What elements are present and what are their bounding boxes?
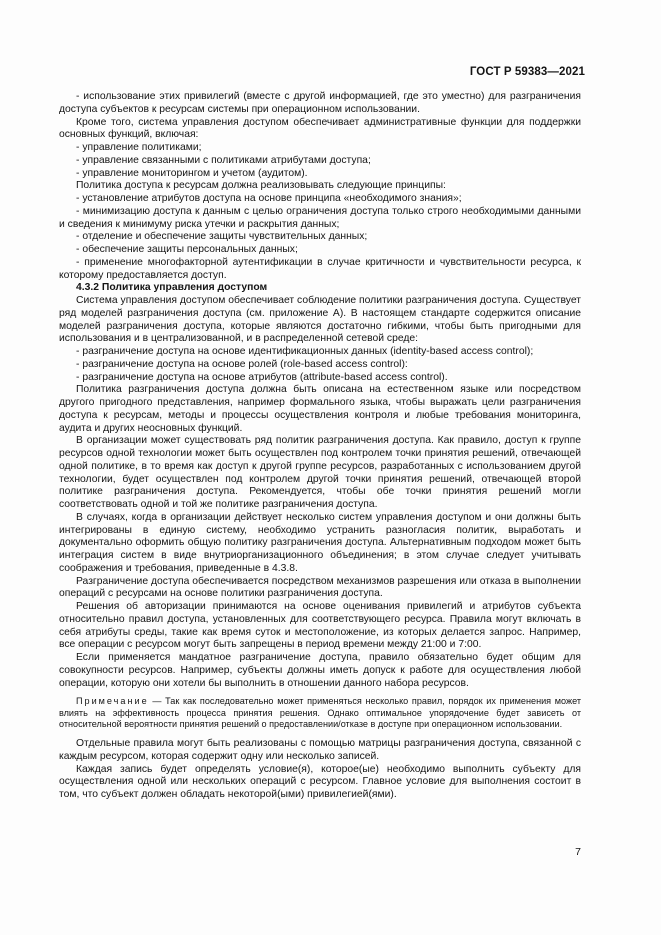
paragraph: Если применяется мандатное разграничение доступа, правило обязательно будет общим для совокупности ресурсов. Например, субъекты должны иметь допуск к работе для осуществления любой операции, которую они хотели бы выполнить в отношении данного набора ресурсов. (59, 652, 581, 689)
list-item: - отделение и обеспечение защиты чувствительных данных; (76, 231, 368, 243)
paragraph: В организации может существовать ряд политик разграничения доступа. Как правило, доступ к группе ресурсов одной технологии может быть осуществлен под контролем точки принятия решений, отвечающей одной политике, в то время как доступ к другой группе ресурсов, разработанных с использованием другой технологии, будет осуществлен под контролем другой точки принятия решений, отвечающей второй политике разграничения доступа. Рекомендуется, чтобы обе точки принятия решений могли соответствовать одной и той же политике разграничения доступа. (59, 435, 581, 510)
list-item: - установление атрибутов доступа на основе принципа «необходимого знания»; (76, 193, 462, 204)
note-text: — Так как последовательно может применяться несколько правил, порядок их применения может влиять на эффективность процесса принятия решения. Однако оптимальное упорядочение будет зависеть от относительной вероятности принятия решений о предоставлении/отказе в доступе при операционном использовании. (59, 696, 581, 730)
paragraph: Решения об авторизации принимаются на основе оценивания привилегий и атрибутов субъекта относительно правил доступа, установленных для соответствующего ресурса. Правила могут включать в себя атрибуты среды, такие как время суток и местоположение, из которых делается запрос. Например, все операции с ресурсом могут быть запрещены в период времени между 21:00 и 7:00. (59, 601, 581, 651)
standard-header: ГОСТ Р 59383—2021 (469, 66, 585, 78)
list-item: - разграничение доступа на основе идентификационных данных (identity-based access control); (76, 346, 534, 357)
paragraph: Разграничение доступа обеспечивается посредством механизмов разрешения или отказа в выполнении операций с ресурсами на основе политики разграничения доступа. (59, 575, 581, 600)
list-item: - управление мониторингом и учетом (аудитом). (76, 167, 308, 179)
list-item: - управление связанными с политиками атрибутами доступа; (76, 154, 371, 166)
document-body (59, 91, 581, 802)
paragraph: Политика разграничения доступа должна быть описана на естественном языке или посредством другого пригодного представления, например формального языка, чтобы выражать цели разграничения доступа к ресурсам, методы и процессы осуществления контроля и любые требования мониторинга, аудита и других неосновных функций. (59, 384, 581, 434)
list-item: - обеспечение защиты персональных данных; (76, 244, 298, 255)
note-paragraph (59, 696, 581, 731)
list-item: - применение многофакторной аутентификации в случае критичности и чувствительности ресурса, к которому предоставляется доступ. (59, 256, 581, 281)
list-item: - разграничение доступа на основе ролей (role-based access control): (76, 358, 408, 370)
paragraph: В случаях, когда в организации действует несколько систем управления доступом и они должны быть интегрированы в единую систему, необходимо устранить разногласия политик, выработать и документально оформить общую политику разграничения доступа. Альтернативным подходом может быть интеграция систем в виде внутриорганизационного объединения; в этом случае следует учитывать соображения и требования, приведенные в 4.3.8. (59, 511, 581, 574)
list-item: - разграничение доступа на основе атрибутов (attribute-based access control). (76, 371, 448, 383)
note-label: Примечание (76, 696, 149, 707)
page-number: 7 (575, 846, 581, 858)
paragraph: Отдельные правила могут быть реализованы с помощью матрицы разграничения доступа, связанной с каждым ресурсом, которая содержит одну или несколько записей. (59, 738, 581, 762)
paragraph: Система управления доступом обеспечивает соблюдение политики разграничения доступа. Существует ряд моделей разграничения доступа (см. приложение А). В настоящем стандарте содержится описание моделей разграничения доступа, которые являются достаточно гибкими, чтобы быть пригодными для использования и в централизованной, и в распределенной сетевой среде: (59, 295, 581, 345)
paragraph: - использование этих привилегий (вместе с другой информацией, где это уместно) для разграничения доступа субъектов к ресурсам системы при операционном использовании. (59, 91, 581, 115)
list-item: - управление политиками; (76, 142, 202, 153)
paragraph: Каждая запись будет определять условие(я), которое(ые) необходимо выполнить субъекту для осуществления одной или нескольких операций с ресурсом. Главное условие для выполнения состоит в том, что субъект должен обладать некоторой(ыми) привилегией(ями). (59, 763, 581, 801)
paragraph: Политика доступа к ресурсам должна реализовывать следующие принципы: (76, 180, 446, 192)
paragraph: Кроме того, система управления доступом обеспечивает административные функции для поддержки основных функций, включая: (59, 116, 581, 141)
section-heading: 4.3.2 Политика управления доступом (76, 282, 268, 294)
list-item: - минимизацию доступа к данным с целью ограничения доступа только строго необходимыми данными и сведения к минимуму риска утечки и раскрытия данных; (59, 205, 581, 230)
